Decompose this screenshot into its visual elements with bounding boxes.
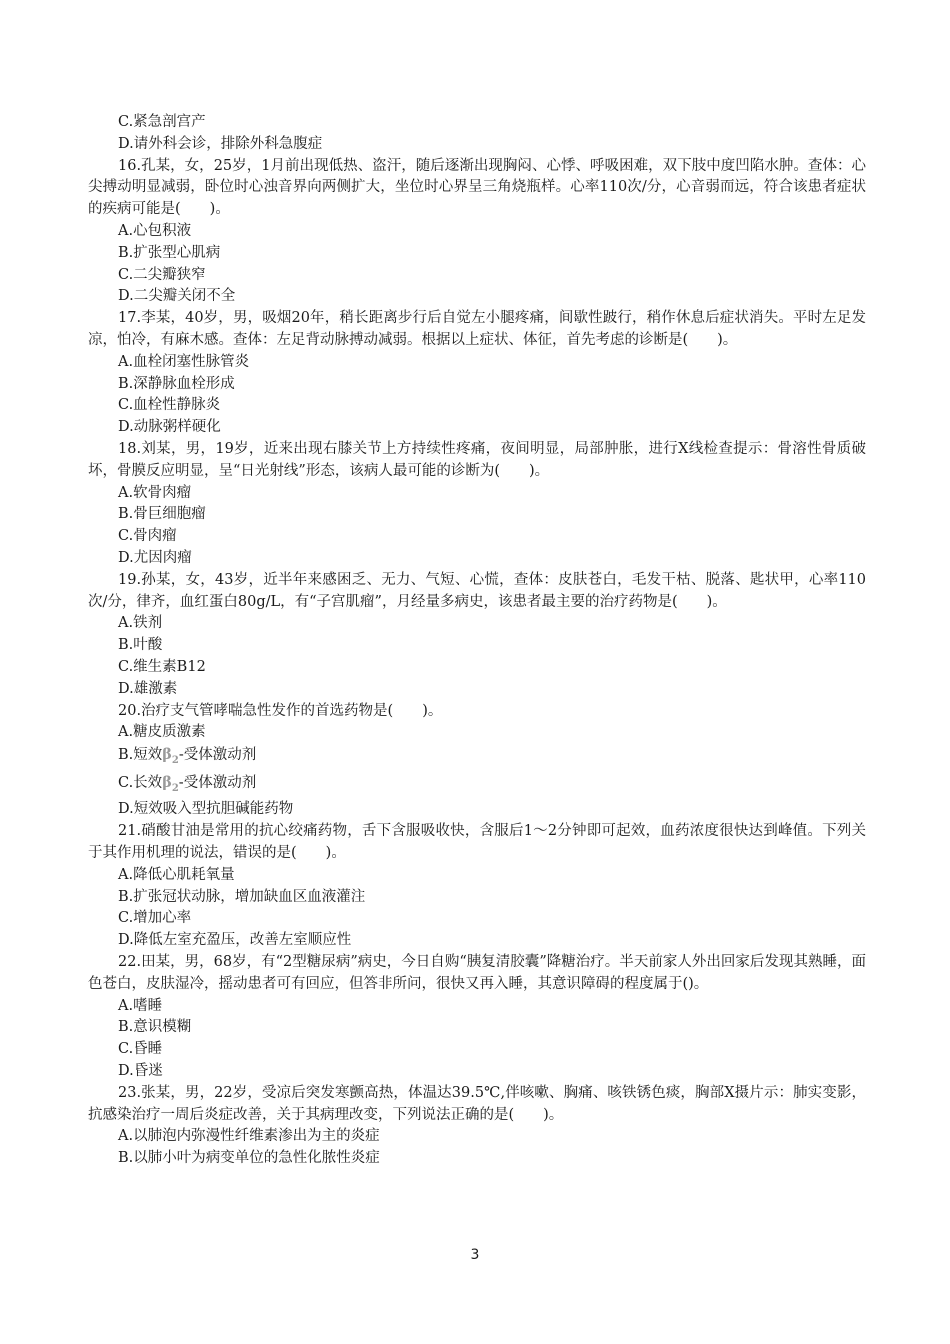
q22-option-c: C.昏睡 [118,1041,163,1058]
beta-subscript: 2 [171,755,179,766]
q17-option-b: B.深静脉血栓形成 [118,375,235,392]
q17-option-c: C.血栓性静脉炎 [118,397,221,414]
q19-option-c: C.维生素B12 [118,658,206,675]
q20-option-c-suffix: -受体激动剂 [178,774,257,791]
beta-symbol [162,746,179,766]
question-17-stem: 17.李某，40岁，男，吸烟20年，稍长距离步行后自觉左小腿疼痛，间歇性跛行，稍作休息后症状消失。平时左足发凉，怕冷，有麻木感。查体：左足背动脉搏动减弱。根据以上症状、体征，首先考虑的诊断是( )。 [88,310,866,348]
q23-option-a: A.以肺泡内弥漫性纤维素渗出为主的炎症 [118,1128,380,1145]
q16-option-c: C.二尖瓣狭窄 [118,266,206,283]
q20-option-c [88,772,866,800]
q17-option-a: A.血栓闭塞性脉管炎 [118,353,250,370]
q20-option-b-suffix: -受体激动剂 [178,747,257,764]
beta-symbol [162,773,179,794]
q23-option-b: B.以肺小叶为病变单位的急性化脓性炎症 [118,1150,380,1167]
question-23-stem: 23.张某，男，22岁，受凉后突发寒颤高热，体温达39.5℃,伴咳嗽、胸痛、咳铁锈色痰，胸部X摄片示：肺实变影，抗感染治疗一周后炎症改善，关于其病理改变，下列说法正确的是( )。 [88,1084,866,1123]
q16-option-a: A.心包积液 [118,222,192,239]
beta-letter: β [162,746,172,764]
q20-option-c-prefix: C.长效 [118,774,163,791]
page-number: 3 [470,1247,480,1263]
q18-option-a: A.软骨肉瘤 [118,484,192,501]
q18-option-c: C.骨肉瘤 [118,528,177,545]
q21-option-a: A.降低心肌耗氧量 [118,866,235,883]
q21-option-b: B.扩张冠状动脉，增加缺血区血液灌注 [118,888,366,905]
q18-option-b: B.骨巨细胞瘤 [118,506,206,523]
q21-option-d: D.降低左室充盈压，改善左室顺应性 [118,932,352,949]
q19-option-d: D.雄激素 [118,680,178,697]
q22-option-b: B.意识模糊 [118,1019,192,1036]
q16-option-d: D.二尖瓣关闭不全 [118,288,236,305]
q19-option-b: B.叶酸 [118,637,163,654]
q17-option-d: D.动脉粥样硬化 [118,419,221,436]
q19-option-a: A.铁剂 [118,615,163,632]
option-d-prev: D.请外科会诊，排除外科急腹症 [118,135,323,152]
option-c-prev: C.紧急剖宫产 [118,114,206,130]
question-21-stem: 21.硝酸甘油是常用的抗心绞痛药物，舌下含服吸收快，含服后1～2分钟即可起效，血药浓度很快达到峰值。下列关于其作用机理的说法，错误的是( )。 [88,823,866,862]
beta-subscript: 2 [171,782,179,794]
question-18-stem: 18.刘某，男，19岁，近来出现右膝关节上方持续性疼痛，夜间明显，局部肿胀，进行X线检查提示：骨溶性骨质破坏，骨膜反应明显，呈“日光射线”形态，该病人最可能的诊断为( )。 [88,440,866,479]
q20-option-b-prefix: B.短效 [118,747,163,764]
q16-option-b: B.扩张型心肌病 [118,244,221,261]
q22-option-a: A.嗜睡 [118,997,163,1014]
q20-option-a: A.糖皮质激素 [118,724,206,741]
q20-option-d: D.短效吸入型抗胆碱能药物 [118,801,294,818]
beta-letter: β [162,773,172,791]
document-page [88,112,866,1170]
question-19-stem: 19.孙某，女，43岁，近半年来感困乏、无力、气短、心慌，查体：皮肤苍白，毛发干枯、脱落、匙状甲，心率110次/分，律齐，血红蛋白80g/L，有“子宫肌瘤”，月经量多病史，该患者最主要的治疗药物是( )。 [88,571,866,610]
q20-option-b [88,744,866,772]
q21-option-c: C.增加心率 [118,910,192,927]
question-22-stem: 22.田某，男，68岁，有“2型糖尿病”病史，今日自购“胰复清胶囊”降糖治疗。半天前家人外出回家后发现其熟睡，面色苍白，皮肤湿冷，摇动患者可有回应，但答非所问，很快又再入睡，其意识障碍的程度属于()。 [88,954,866,992]
q22-option-d: D.昏迷 [118,1063,163,1080]
q18-option-d: D.尤因肉瘤 [118,549,192,566]
question-16-stem: 16.孔某，女，25岁，1月前出现低热、盗汗，随后逐渐出现胸闷、心悸、呼吸困难，双下肢中度凹陷水肿。查体：心尖搏动明显减弱，卧位时心浊音界向两侧扩大，坐位时心界呈三角烧瓶样。心率110次/分，心音弱而远，符合该患者症状的疾病可能是( )。 [88,157,866,218]
question-20-stem: 20.治疗支气管哮喘急性发作的首选药物是( )。 [118,702,443,719]
